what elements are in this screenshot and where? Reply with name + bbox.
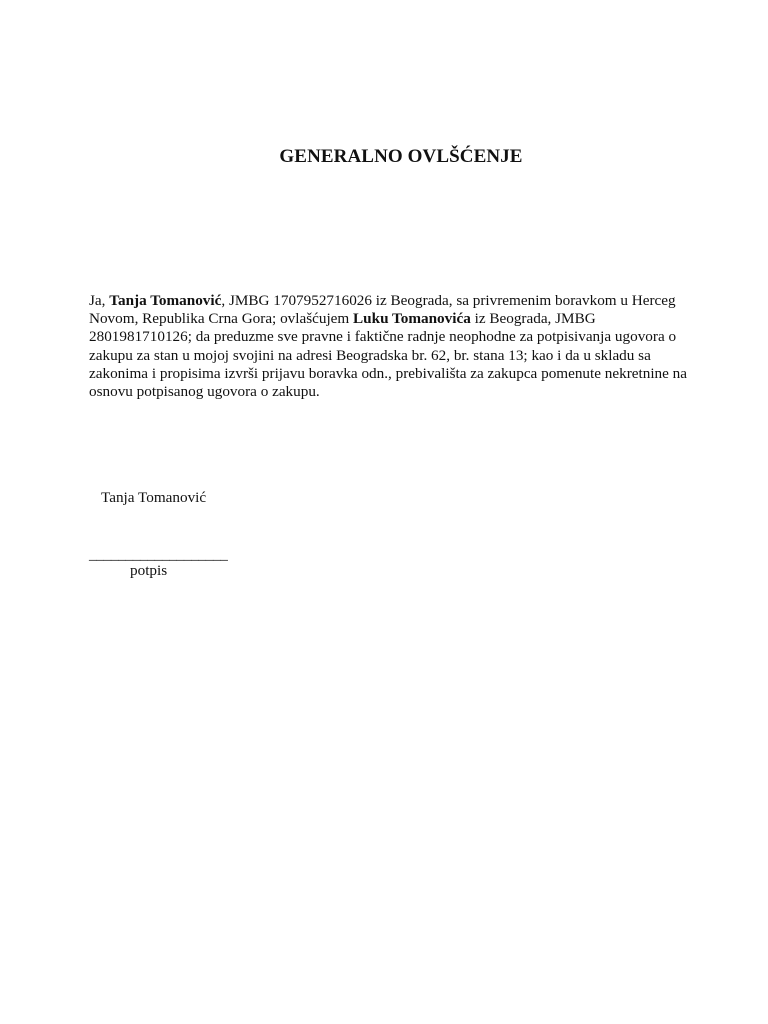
signer-name: Tanja Tomanović [101, 489, 207, 506]
paragraph-text-1: Ja, [89, 292, 110, 309]
signature-line: ___________________ [89, 546, 228, 563]
paragraph-text-3: iz Beograda, JMBG 2801981710126; da preduzme sve pravne i faktične radnje neophodne za potpisivanja ugovora o zakupu za stan u mojoj svojini na adresi Beogradska br. 62, br. stana 13; kao i da u skladu sa zakonima i propisima izvrši prijavu boravka odn., prebivališta za zakupca pomenute nekretnine na osnovu potpisanog ugovora o zakupu. [89, 310, 688, 401]
grantor-name: Tanja Tomanović [109, 292, 222, 309]
paragraph-text-2: , JMBG 1707952716026 iz Beograda, sa privremenim boravkom u Herceg Novom, Republika Crna Gora; ovlašćujem [89, 292, 676, 328]
authorization-paragraph [89, 292, 689, 401]
document-title: GENERALNO OVLŠĆENJE [279, 146, 523, 167]
grantee-name: Luku Tomanovića [353, 310, 471, 328]
signature-label: potpis [130, 562, 168, 579]
